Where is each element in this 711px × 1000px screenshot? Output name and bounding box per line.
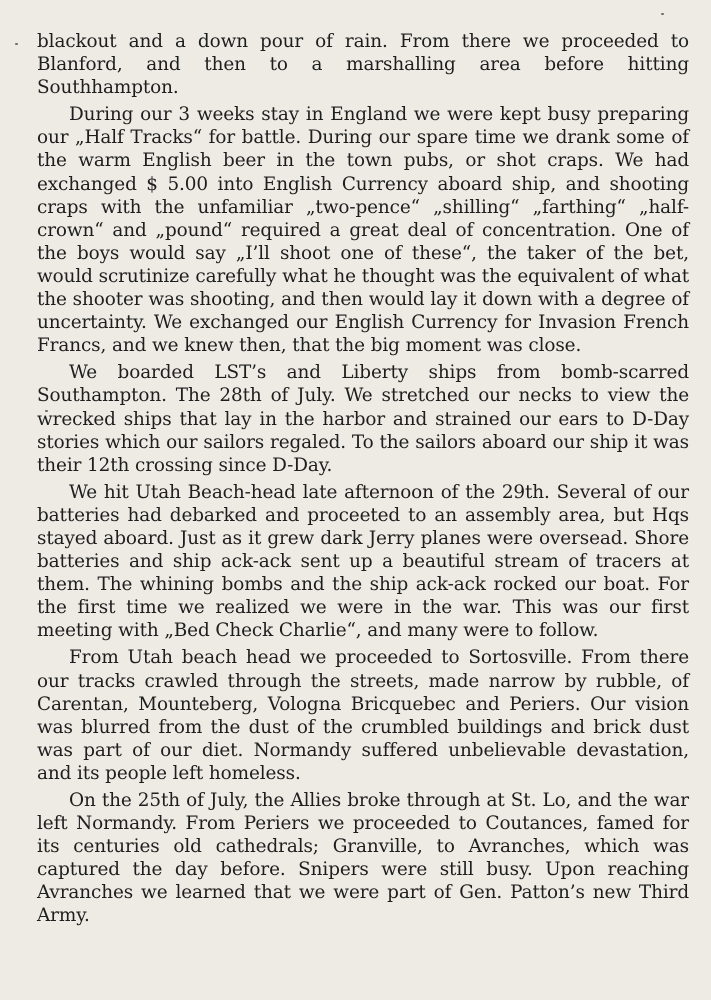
paragraph-3: We boarded LST’s and Liberty ships from bomb-scarred Southampton. The 28th of July. We stretched our necks to view the wrecked ships that lay in the harbor and strained our ears to D-Day stories which our sailors regaled. To the sailors aboard our ship it was their 12th crossing since D-Day. bbox=[37, 362, 689, 476]
body-text bbox=[37, 30, 689, 932]
paragraph-6: On the 25th of July, the Allies broke through at St. Lo, and the war left Normandy. From Periers we proceeded to Coutances, famed for its centuries old cathedrals; Granville, to Avranches, which was captured the day before. Snipers were still busy. Upon reaching Avranches we learned that we were part of Gen. Patton’s new Third Army. bbox=[37, 790, 689, 927]
paragraph-5: From Utah beach head we proceeded to Sortosville. From there our tracks crawled through the streets, made narrow by rubble, of Carentan, Mounteberg, Vologna Bricquebec and Periers. Our vision was blurred from the dust of the crumbled buildings and brick dust was part of our diet. Normandy suffered unbelievable devastation, and its people left homeless. bbox=[37, 647, 689, 784]
paragraph-4: We hit Utah Beach-head late afternoon of the 29th. Several of our batteries had debarked and proceeted to an assembly area, but Hqs stayed aboard. Just as it grew dark Jerry planes were oversead. Shore batteries and ship ack-ack sent up a beautiful stream of tracers at them. The whining bombs and the ship ack-ack rocked our boat. For the first time we realized we were in the war. This was our first meeting with „Bed Check Charlie“, and many were to follow. bbox=[37, 481, 689, 642]
ink-speck bbox=[15, 43, 18, 45]
paragraph-2: During our 3 weeks stay in England we were kept busy preparing our „Half Tracks“ for battle. During our spare time we drank some of the warm English beer in the town pubs, or shot craps. We had exchanged $ 5.00 into English Currency aboard ship, and shooting craps with the unfamiliar „two-pence“ „shilling“ „farthing“ „half-crown“ and „pound“ required a great deal of concentration. One of the boys would say „I’ll shoot one of these“, the taker of the bet, would scrutinize carefully what he thought was the equivalent of what the shooter was shooting, and then would lay it down with a degree of uncertainty. We exchanged our English Currency for Invasion French Francs, and we knew then, that the big moment was close. bbox=[37, 104, 689, 357]
ink-speck bbox=[661, 13, 664, 15]
paragraph-1: blackout and a down pour of rain. From there we proceeded to Blanford, and then to a marshalling area before hitting Southhampton. bbox=[37, 31, 689, 99]
